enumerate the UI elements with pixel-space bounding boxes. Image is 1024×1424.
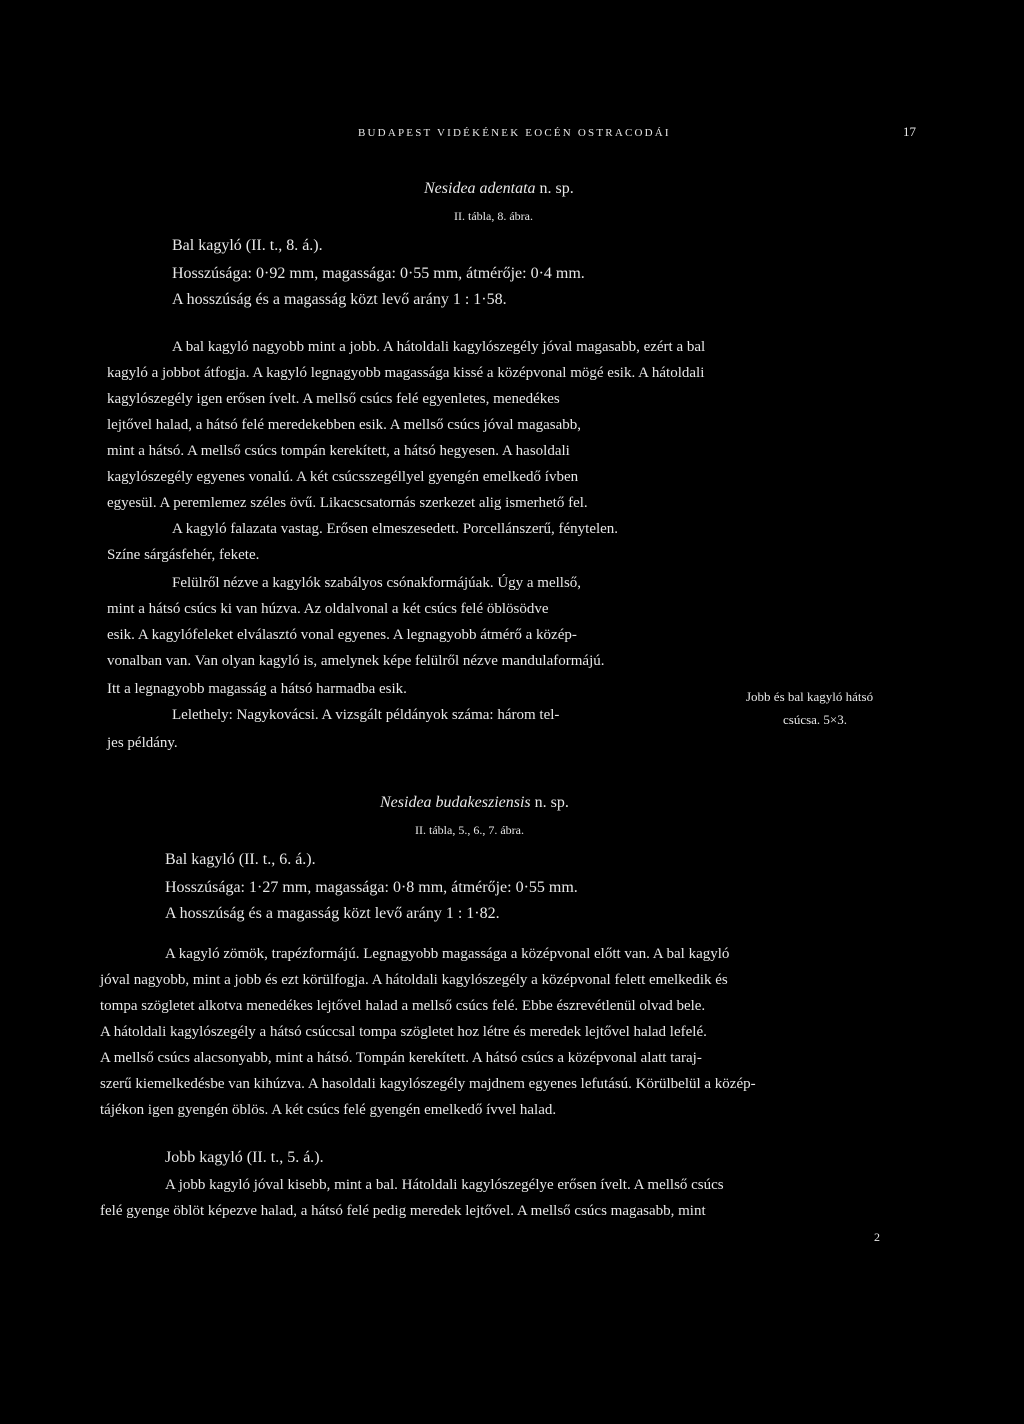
paragraph-line: A jobb kagyló jóval kisebb, mint a bal. Hátoldali kagylószegélye erősen ívelt. A mellső csúcs xyxy=(165,1177,724,1193)
paragraph-line: szerű kiemelkedésbe van kihúzva. A hasoldali kagylószegély majdnem egyenes lefutású. Körülbelül a közép- xyxy=(100,1076,756,1092)
measurement-line: A hosszúság és a magasság közt levő arány 1 : 1·58. xyxy=(172,291,507,308)
paragraph-line: lejtővel halad, a hátsó felé meredekebben esik. A mellső csúcs jóval magasabb, xyxy=(107,417,582,433)
specimen-reference: Jobb kagyló (II. t., 5. á.). xyxy=(165,1149,324,1166)
paragraph-line: Lelethely: Nagykovácsi. A vizsgált példányok száma: három tel- xyxy=(172,707,560,723)
paragraph-line: jóval nagyobb, mint a jobb és ezt körülfogja. A hátoldali kagylószegély a középvonal felett emelkedik és xyxy=(100,972,728,988)
plate-reference: II. tábla, 8. ábra. xyxy=(454,209,533,223)
plate-reference: II. tábla, 5., 6., 7. ábra. xyxy=(415,823,524,837)
paragraph-line: tájékon igen gyengén öblös. A két csúcs felé gyengén emelkedő ívvel halad. xyxy=(100,1102,557,1118)
species-suffix: n. sp. xyxy=(539,180,574,197)
paragraph-line: A kagyló zömök, trapézformájú. Legnagyobb magassága a középvonal előtt van. A bal kagyló xyxy=(165,946,730,962)
paragraph-line: felé gyenge öblöt képezve halad, a hátsó felé pedig meredek lejtővel. A mellső csúcs magasabb, mint xyxy=(100,1203,706,1219)
running-title: BUDAPEST VIDÉKÉNEK EOCÉN OSTRACODÁI xyxy=(358,127,671,139)
figure-caption: Jobb és bal kagyló hátsó xyxy=(746,689,874,704)
paragraph-line: Felülről nézve a kagylók szabályos csónakformájúak. Úgy a mellső, xyxy=(172,575,582,591)
measurement-line: Hosszúsága: 0·92 mm, magassága: 0·55 mm, átmérője: 0·4 mm. xyxy=(172,265,585,282)
paragraph-line: kagylószegély igen erősen ívelt. A mellső csúcs felé egyenletes, menedékes xyxy=(107,391,560,407)
species-suffix: n. sp. xyxy=(534,794,569,811)
paragraph-line: kagyló a jobbot átfogja. A kagyló legnagyobb magassága kissé a középvonal mögé esik. A hátoldali xyxy=(107,365,705,381)
measurement-line: Hosszúsága: 1·27 mm, magassága: 0·8 mm, átmérője: 0·55 mm. xyxy=(165,879,578,896)
paragraph-line: Itt a legnagyobb magasság a hátsó harmadba esik. xyxy=(107,681,407,697)
measurement-line: A hosszúság és a magasság közt levő arány 1 : 1·82. xyxy=(165,905,500,922)
specimen-reference: Bal kagyló (II. t., 8. á.). xyxy=(172,237,323,254)
paragraph-line: A bal kagyló nagyobb mint a jobb. A hátoldali kagylószegély jóval magasabb, ezért a bal xyxy=(172,339,706,355)
paragraph-line: kagylószegély egyenes vonalú. A két csúcsszegéllyel gyengén emelkedő ívben xyxy=(107,469,579,485)
paragraph-line: vonalban van. Van olyan kagyló is, amelynek képe felülről nézve mandulaformájú. xyxy=(107,653,605,669)
signature-mark: 2 xyxy=(874,1230,880,1244)
paragraph-line: egyesül. A peremlemez széles övű. Likacscsatornás szerkezet alig ismerhető fel. xyxy=(107,495,588,511)
figure-caption: csúcsa. 5×3. xyxy=(783,712,848,727)
paragraph-line: A kagyló falazata vastag. Erősen elmeszesedett. Porcellánszerű, fénytelen. xyxy=(172,521,619,537)
paragraph-line: A hátoldali kagylószegély a hátsó csúccsal tompa szögletet hoz létre és meredek lejtővel halad lefelé. xyxy=(100,1024,707,1040)
paragraph-line: mint a hátsó csúcs ki van húzva. Az oldalvonal a két csúcs felé öblösödve xyxy=(107,601,549,617)
paragraph-line: tompa szögletet alkotva menedékes lejtővel halad a mellső csúcs felé. Ebbe észrevétlenül olvad bele. xyxy=(100,998,706,1014)
species-title xyxy=(424,181,574,197)
species-name: Nesidea adentata xyxy=(424,180,536,197)
specimen-reference: Bal kagyló (II. t., 6. á.). xyxy=(165,851,316,868)
paragraph-line: jes példány. xyxy=(107,735,178,751)
paragraph-line: Színe sárgásfehér, fekete. xyxy=(107,547,260,563)
paragraph-line: esik. A kagylófeleket elválasztó vonal egyenes. A legnagyobb átmérő a közép- xyxy=(107,627,577,643)
species-name: Nesidea budakesziensis xyxy=(380,794,531,811)
species-title xyxy=(380,795,569,811)
paragraph-line: A mellső csúcs alacsonyabb, mint a hátsó. Tompán kerekített. A hátsó csúcs a középvonal alatt taraj- xyxy=(100,1050,702,1066)
paragraph-line: mint a hátsó. A mellső csúcs tompán kerekített, a hátsó hegyesen. A hasoldali xyxy=(107,443,570,459)
page-number: 17 xyxy=(903,124,916,139)
